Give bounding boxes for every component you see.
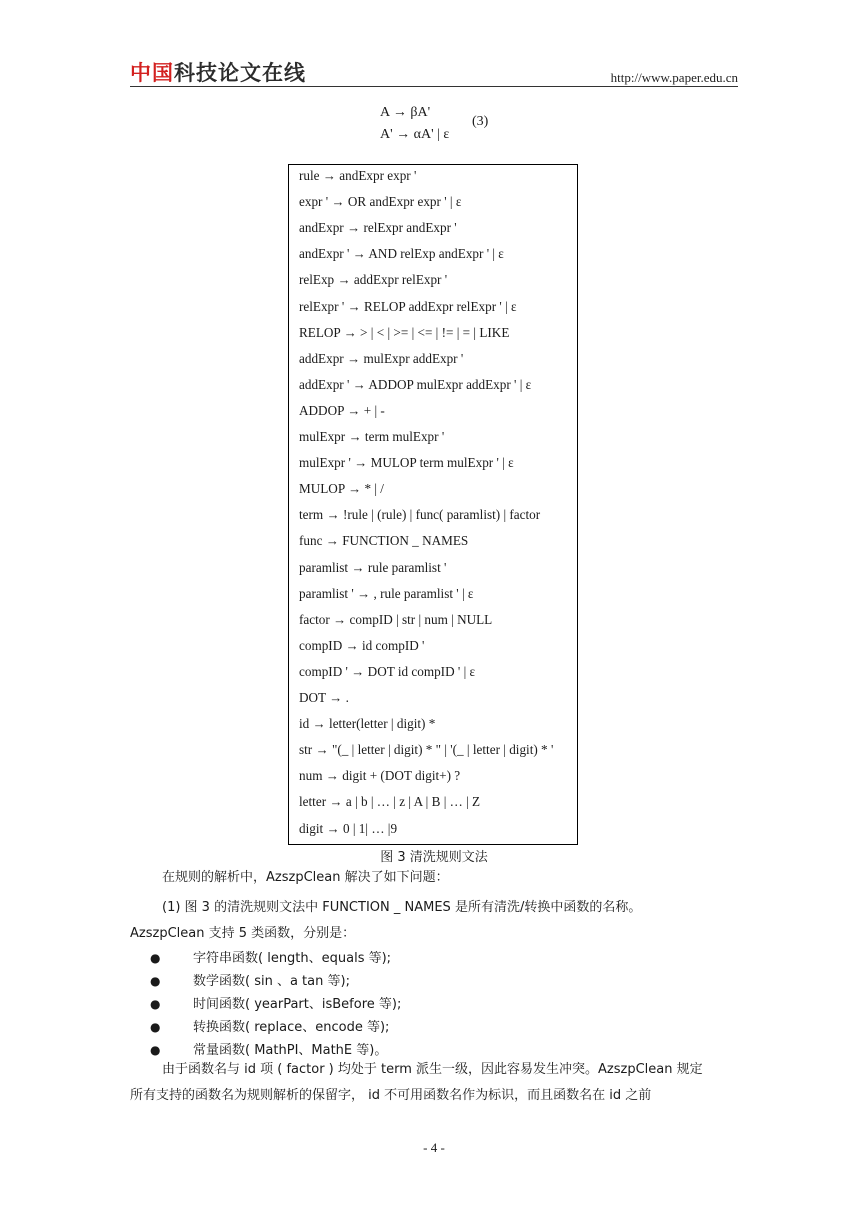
- grammar-rule: factor → compID | str | num | NULL: [299, 611, 493, 627]
- paragraph-3-line-1: 由于函数名与 id 项 ( factor ) 均处于 term 派生一级，因此容易发生冲突。AzszpClean 规定: [162, 1062, 703, 1077]
- paragraph-intro: 在规则的解析中，AzszpClean 解决了如下问题：: [162, 870, 449, 885]
- bullet-text: 常量函数( MathPI、MathE 等)。: [193, 1043, 388, 1058]
- equation-block: [380, 102, 449, 146]
- bullet-text: 时间函数( yearPart、isBefore 等);: [193, 997, 402, 1012]
- paragraph-2-line-1: (1) 图 3 的清洗规则文法中 FUNCTION _ NAMES 是所有清洗/转换中函数的名称。: [162, 900, 642, 915]
- bullet-text: 字符串函数( length、equals 等);: [193, 951, 392, 966]
- site-logo: [130, 60, 306, 86]
- grammar-figure-box: [288, 164, 578, 845]
- grammar-rule: relExp → addExpr relExpr ': [299, 272, 448, 288]
- grammar-rule: mulExpr → term mulExpr ': [299, 429, 445, 444]
- page-header: [130, 60, 738, 88]
- grammar-rule: rule → andExpr expr ': [299, 168, 417, 183]
- grammar-rule: func → FUNCTION _ NAMES: [299, 533, 469, 549]
- paragraph-3-line-2: 所有支持的函数名为规则解析的保留字， id 不可用函数名作为标识，而且函数名在 id 之前: [130, 1088, 652, 1103]
- header-divider: [130, 86, 738, 87]
- grammar-rule: andExpr → relExpr andExpr ': [299, 220, 457, 236]
- equation-line-2: A' → αA' | ε: [380, 127, 450, 142]
- bullet-dot-icon: ●: [150, 951, 161, 965]
- grammar-rule: addExpr → mulExpr addExpr ': [299, 350, 464, 366]
- grammar-rule: addExpr ' → ADDOP mulExpr addExpr ' | ε: [299, 376, 532, 392]
- bullet-item: [150, 994, 401, 1015]
- bullet-text: 数学函数( sin 、a tan 等);: [193, 974, 350, 989]
- equation-line-1: A → βA': [380, 105, 431, 120]
- header-url[interactable]: http://www.paper.edu.cn: [610, 70, 738, 85]
- grammar-rule: num → digit + (DOT digit+) ?: [299, 768, 461, 784]
- bullet-dot-icon: ●: [150, 1043, 161, 1057]
- grammar-rule: paramlist → rule paramlist ': [299, 559, 447, 575]
- bullet-item: [150, 948, 391, 969]
- grammar-rule: mulExpr ' → MULOP term mulExpr ' | ε: [299, 455, 514, 471]
- bullet-item: [150, 1017, 389, 1038]
- logo-dark-text: 科技论文在线: [174, 61, 306, 85]
- grammar-rule: DOT → .: [299, 690, 349, 705]
- grammar-rule: term → !rule | (rule) | func( paramlist) | factor: [299, 507, 541, 523]
- grammar-rule: digit → 0 | 1| … |9: [299, 820, 398, 836]
- grammar-rule: paramlist ' → , rule paramlist ' | ε: [299, 585, 474, 601]
- grammar-rule: str → "(_ | letter | digit) * " | '(_ | letter | digit) * ': [299, 742, 554, 758]
- grammar-rule: RELOP → > | < | >= | <= | != | = | LIKE: [299, 324, 510, 340]
- grammar-rule: expr ' → OR andExpr expr ' | ε: [299, 194, 462, 210]
- grammar-rule: compID ' → DOT id compID ' | ε: [299, 663, 476, 679]
- bullet-dot-icon: ●: [150, 997, 161, 1011]
- figure-caption: 图 3 清洗规则文法: [380, 850, 488, 865]
- grammar-rule: id → letter(letter | digit) *: [299, 716, 436, 732]
- bullet-dot-icon: ●: [150, 1020, 161, 1034]
- equation-number: (3): [472, 114, 489, 129]
- grammar-rule: letter → a | b | … | z | A | B | … | Z: [299, 794, 481, 810]
- grammar-rule: ADDOP → + | -: [299, 402, 385, 418]
- bullet-item: [150, 971, 350, 992]
- bullet-dot-icon: ●: [150, 974, 161, 988]
- grammar-rule: relExpr ' → RELOP addExpr relExpr ' | ε: [299, 298, 517, 314]
- grammar-rule: andExpr ' → AND relExp andExpr ' | ε: [299, 246, 504, 262]
- bullet-text: 转换函数( replace、encode 等);: [193, 1020, 390, 1035]
- grammar-rule: compID → id compID ': [299, 637, 425, 653]
- grammar-rule: MULOP → * | /: [299, 481, 384, 497]
- logo-red-text: 中国: [130, 61, 174, 85]
- paragraph-2-line-2: AzszpClean 支持 5 类函数，分别是：: [130, 926, 356, 941]
- page-number: - 4 -: [423, 1140, 445, 1155]
